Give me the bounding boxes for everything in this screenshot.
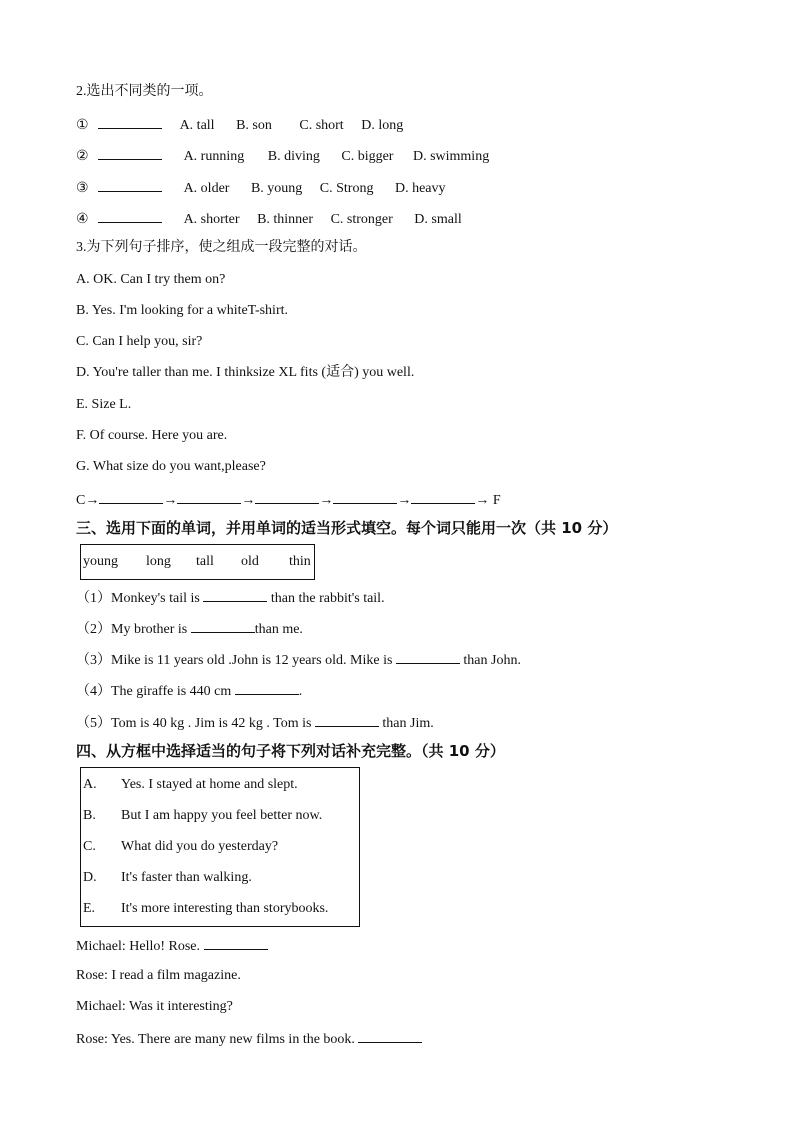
answer-blank[interactable] — [396, 650, 460, 664]
q2-title: 2.选出不同类的一项。 — [76, 84, 213, 99]
q3-title: 3.为下列句子排序，使之组成一段完整的对话。 — [76, 240, 367, 255]
q3-line-f: F. Of course. Here you are. — [76, 428, 228, 443]
option-c: C. What did you do yesterday? — [83, 839, 279, 854]
word-old: old — [241, 554, 259, 569]
option-d: D. It's faster than walking. — [83, 870, 252, 885]
answer-blank[interactable] — [98, 178, 162, 192]
answer-blank[interactable] — [358, 1029, 422, 1043]
answer-blank[interactable] — [98, 146, 162, 160]
s3-question-1: （1）Monkey's tail is than the rabbit's tail. — [76, 588, 385, 608]
s3-question-5: （5）Tom is 40 kg . Jim is 42 kg . Tom is than Jim. — [76, 713, 434, 733]
answer-blank[interactable] — [98, 115, 162, 129]
word-young: young — [83, 554, 118, 569]
word-long: long — [146, 554, 171, 569]
q3-line-c: C. Can I help you, sir? — [76, 334, 203, 349]
q3-line-a: A. OK. Can I try them on? — [76, 272, 226, 287]
s3-question-3: （3）Mike is 11 years old .John is 12 years old. Mike is than John. — [76, 650, 521, 670]
q3-order-row: C→ → → → → → F — [76, 490, 501, 510]
dialog-line-4: Rose: Yes. There are many new films in the book. — [76, 1029, 422, 1049]
dialog-line-1: Michael: Hello! Rose. — [76, 936, 268, 956]
s3-question-2: （2）My brother is than me. — [76, 619, 303, 639]
answer-blank[interactable] — [203, 588, 267, 602]
order-blank-1[interactable] — [99, 490, 163, 504]
q2-item-1: ① A. tall B. son C. short D. long — [76, 115, 403, 135]
order-blank-3[interactable] — [255, 490, 319, 504]
word-box — [80, 544, 315, 580]
option-b: B. But I am happy you feel better now. — [83, 808, 323, 823]
dialog-line-3: Michael: Was it interesting? — [76, 999, 233, 1014]
dialog-line-2: Rose: I read a film magazine. — [76, 968, 241, 983]
order-blank-2[interactable] — [177, 490, 241, 504]
q2-item-2: ② A. running B. diving C. bigger D. swimming — [76, 146, 489, 166]
q3-line-b: B. Yes. I'm looking for a whiteT-shirt. — [76, 303, 289, 318]
q2-item-3: ③ A. older B. young C. Strong D. heavy — [76, 178, 446, 198]
answer-blank[interactable] — [235, 681, 299, 695]
q2-item-4: ④ A. shorter B. thinner C. stronger D. small — [76, 209, 462, 229]
s3-question-4: （4）The giraffe is 440 cm . — [76, 681, 302, 701]
answer-blank[interactable] — [204, 936, 268, 950]
word-tall: tall — [196, 554, 214, 569]
answer-blank[interactable] — [98, 209, 162, 223]
q3-line-e: E. Size L. — [76, 397, 132, 412]
answer-blank[interactable] — [315, 713, 379, 727]
q3-line-d: D. You're taller than me. I thinksize XL fits (适合) you well. — [76, 365, 415, 380]
order-blank-4[interactable] — [333, 490, 397, 504]
option-e: E. It's more interesting than storybooks. — [83, 901, 329, 916]
order-blank-5[interactable] — [411, 490, 475, 504]
sentence-box — [80, 767, 360, 927]
word-thin: thin — [289, 554, 311, 569]
answer-blank[interactable] — [191, 619, 255, 633]
section-3-title: 三、选用下面的单词，并用单词的适当形式填空。每个词只能用一次（共 10 分） — [76, 519, 618, 537]
section-4-title: 四、从方框中选择适当的句子将下列对话补充完整。（共 10 分） — [76, 742, 505, 760]
option-a: A. Yes. I stayed at home and slept. — [83, 777, 298, 792]
q3-line-g: G. What size do you want,please? — [76, 459, 266, 474]
